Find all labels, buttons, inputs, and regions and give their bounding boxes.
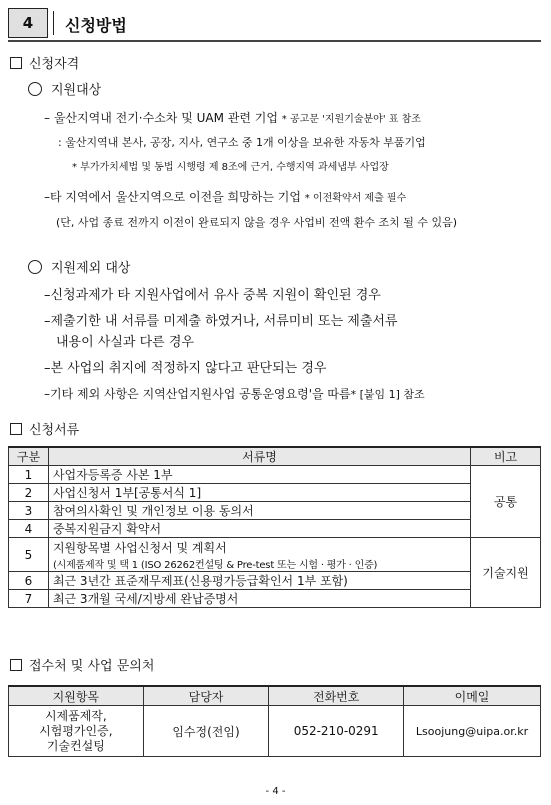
table-row bbox=[9, 572, 541, 590]
table-row bbox=[9, 502, 541, 520]
square-bullet-icon bbox=[10, 57, 22, 69]
document-name: 사업신청서 1부[공통서식 1] bbox=[48, 484, 470, 502]
table-header-row bbox=[9, 447, 541, 466]
column-header: 비고 bbox=[471, 447, 541, 466]
table-row bbox=[9, 520, 541, 538]
square-bullet-icon bbox=[10, 423, 22, 435]
column-header: 이메일 bbox=[404, 686, 541, 706]
row-number: 6 bbox=[9, 572, 49, 590]
exclusion-item-2: –제출기한 내 서류를 미제출 하였거나, 서류미비 또는 제출서류 bbox=[44, 314, 398, 329]
column-header: 서류명 bbox=[48, 447, 470, 466]
column-header: 구분 bbox=[9, 447, 49, 466]
row-number: 5 bbox=[9, 538, 49, 572]
square-bullet-icon bbox=[10, 659, 22, 671]
document-name: 참여의사확인 및 개인정보 이용 동의서 bbox=[48, 502, 470, 520]
table-row bbox=[9, 706, 541, 757]
table-header-row bbox=[9, 686, 541, 706]
contact-heading: 접수처 및 사업 문의처 bbox=[10, 655, 154, 674]
target-item-2-paren: (단, 사업 종료 전까지 이전이 완료되지 않을 경우 사업비 전액 환수 조치 될 수 있음) bbox=[56, 216, 458, 229]
target-item-1: – 울산지역내 전기·수소차 및 UAM 관련 기업 * 공고문 '지원기술분야' 표 참조 bbox=[44, 111, 421, 125]
document-name: 지원항목별 사업신청서 및 계획서 (시제품제작 및 택 1 (ISO 26262컨설팅 & Pre-test 또는 시험 · 평가 · 인증) bbox=[48, 538, 470, 572]
column-header: 담당자 bbox=[143, 686, 269, 706]
exclusion-item-1: –신청과제가 타 지원사업에서 유사 중복 지원이 확인된 경우 bbox=[44, 288, 381, 303]
remark-common: 공통 bbox=[471, 466, 541, 538]
document-name: 중복지원금지 확약서 bbox=[48, 520, 470, 538]
target-item-2: –타 지역에서 울산지역으로 이전을 희망하는 기업 * 이전확약서 제출 필수 bbox=[44, 190, 407, 204]
row-number: 4 bbox=[9, 520, 49, 538]
target-heading: 지원대상 bbox=[28, 79, 101, 98]
documents-table bbox=[8, 446, 541, 608]
table-row bbox=[9, 484, 541, 502]
table-row bbox=[9, 538, 541, 572]
section-header bbox=[8, 8, 541, 42]
exclusion-item-4: –기타 제외 사항은 지역산업지원사업 공통운영요령'을 따름* [붙임 1] 참조 bbox=[44, 387, 425, 401]
exclusion-item-2-cont: 내용이 사실과 다른 경우 bbox=[56, 335, 194, 350]
row-number: 1 bbox=[9, 466, 49, 484]
contact-person: 임수정(전임) bbox=[143, 706, 269, 757]
row-number: 7 bbox=[9, 590, 49, 608]
contact-phone: 052-210-0291 bbox=[269, 706, 404, 757]
circle-bullet-icon bbox=[28, 82, 42, 96]
contact-email: Lsoojung@uipa.or.kr bbox=[404, 706, 541, 757]
row-number: 3 bbox=[9, 502, 49, 520]
document-name: 사업자등록증 사본 1부 bbox=[48, 466, 470, 484]
table-row bbox=[9, 590, 541, 608]
circle-bullet-icon bbox=[28, 260, 42, 274]
table-row bbox=[9, 466, 541, 484]
section-number: 4 bbox=[8, 8, 48, 38]
column-header: 지원항목 bbox=[9, 686, 144, 706]
row-number: 2 bbox=[9, 484, 49, 502]
column-header: 전화번호 bbox=[269, 686, 404, 706]
contact-table bbox=[8, 685, 541, 757]
target-item-1-detail: : 울산지역내 본사, 공장, 지사, 연구소 중 1개 이상을 보유한 자동차 부품기업 bbox=[58, 136, 426, 149]
support-item: 시제품제작, 시험평가인증, 기술컨설팅 bbox=[9, 706, 144, 757]
header-divider bbox=[53, 11, 54, 35]
exclusion-item-3: –본 사업의 취지에 적정하지 않다고 판단되는 경우 bbox=[44, 361, 327, 376]
document-name: 최근 3개월 국세/지방세 완납증명서 bbox=[48, 590, 470, 608]
document-name: 최근 3년간 표준재무제표(신용평가등급확인서 1부 포함) bbox=[48, 572, 470, 590]
section-title: 신청방법 bbox=[65, 16, 127, 35]
documents-heading: 신청서류 bbox=[10, 419, 79, 438]
remark-tech: 기술지원 bbox=[471, 538, 541, 608]
target-item-1-detail-note: * 부가가치세법 및 동법 시행령 제 8조에 근거, 수행지역 과세냅부 사업장 bbox=[72, 162, 389, 173]
page-number: - 4 - bbox=[265, 786, 286, 797]
exclusion-heading: 지원제외 대상 bbox=[28, 257, 130, 276]
eligibility-heading: 신청자격 bbox=[10, 53, 79, 72]
